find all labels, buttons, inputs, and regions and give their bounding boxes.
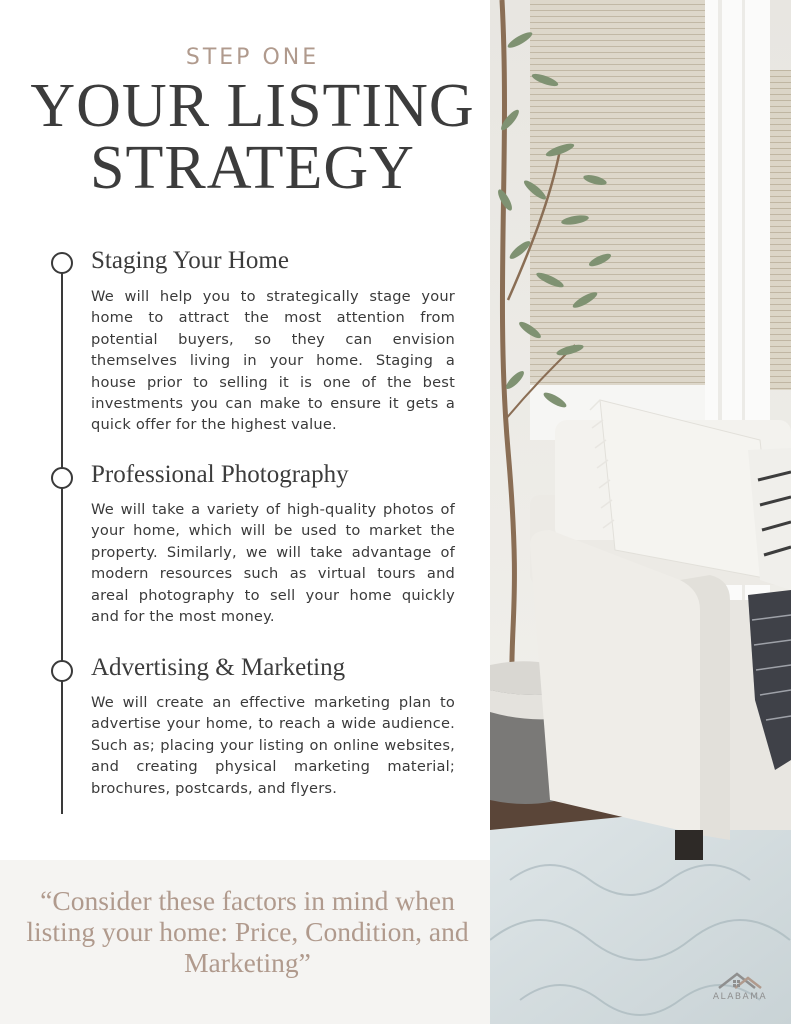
page-title: [0, 72, 505, 202]
page-title-line-1: YOUR LISTING: [30, 72, 475, 140]
section-heading-marketing: Advertising & Marketing: [91, 654, 346, 681]
house-roof-icon: [715, 970, 765, 990]
alabama-logo: [707, 970, 773, 1002]
section-body-staging: We will help you to strategically stage your home to attract the most attention from potential buyers, so they can envision themselves living in your home. Staging a house prior to selling it is one of the best investments you can make to ensure it gets a quick offer for the highest value.: [91, 288, 455, 434]
section-heading-staging: Staging Your Home: [91, 247, 289, 274]
logo-text: ALABAMA: [712, 992, 768, 1002]
section-body-photography: We will take a variety of high-quality photos of your home, which will be used to market the property. Similarly, we will take advantage of modern resources such as virtual tours and areal photography to sell your home quickly and for the most money.: [91, 501, 455, 626]
timeline-dot-3: [51, 660, 73, 682]
step-label: STEP ONE: [185, 45, 320, 70]
section-heading-photography: Professional Photography: [91, 461, 349, 488]
living-room-photo: [490, 0, 791, 1024]
section-body-marketing: We will create an effective marketing plan to advertise your home, to reach a wide audience. Such as; placing your listing on online websites, and creating physical marketing material; brochures, postcards, and flyers.: [91, 694, 455, 797]
timeline-dot-1: [51, 252, 73, 274]
quote-text: “Consider these factors in mind when listing your home: Price, Condition, and Marketing”: [26, 885, 469, 978]
page-title-line-2: STRATEGY: [90, 134, 415, 202]
timeline-line: [61, 262, 63, 814]
timeline-dot-2: [51, 467, 73, 489]
